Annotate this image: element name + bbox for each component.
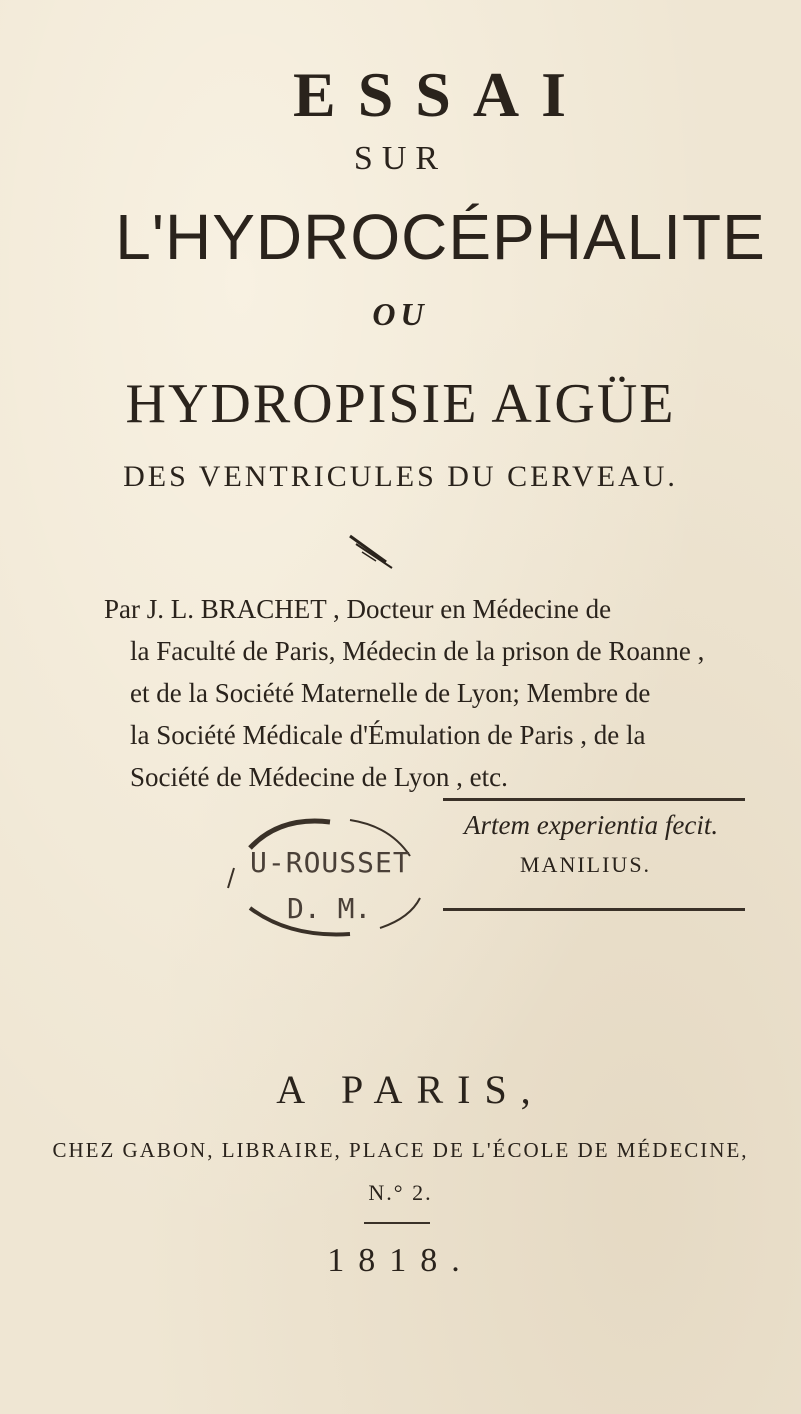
imprint-year: 1818. <box>327 1242 474 1279</box>
author-block <box>104 588 764 798</box>
stamp-line: D. M. <box>287 892 372 925</box>
title-hydropisie: HYDROPISIE AIGÜE <box>125 373 676 435</box>
title-essai: ESSAI <box>293 59 588 130</box>
ornament-icon <box>346 528 406 578</box>
stamp-line: U-ROUSSET <box>250 846 411 879</box>
epigraph-author: MANILIUS. <box>520 852 652 877</box>
title-ventricules: DES VENTRICULES DU CERVEAU. <box>123 460 678 493</box>
author-line: Société de Médecine de Lyon , etc. <box>130 762 508 792</box>
rule-bottom <box>443 908 745 911</box>
author-line: Par J. L. BRACHET , Docteur en Médecine de <box>104 594 612 624</box>
author-line: la Société Médicale d'Émulation de Paris , de la <box>130 720 646 750</box>
author-line: la Faculté de Paris, Médecin de la prison de Roanne , <box>130 636 705 666</box>
author-line: et de la Société Maternelle de Lyon; Membre de <box>130 678 651 708</box>
imprint-number: N.° 2. <box>368 1180 433 1205</box>
imprint-city: A PARIS, <box>276 1067 545 1112</box>
title-hydrocephalite: L'HYDROCÉPHALITE <box>115 201 766 273</box>
imprint-publisher: CHEZ GABON, LIBRAIRE, PLACE DE L'ÉCOLE DE MÉDECINE, <box>52 1138 749 1162</box>
rule-top <box>443 798 745 801</box>
epigraph-text: Artem experientia fecit. <box>464 810 719 840</box>
title-ou: OU <box>372 296 429 332</box>
title-sur: SUR <box>353 140 448 177</box>
imprint-rule <box>364 1222 430 1224</box>
